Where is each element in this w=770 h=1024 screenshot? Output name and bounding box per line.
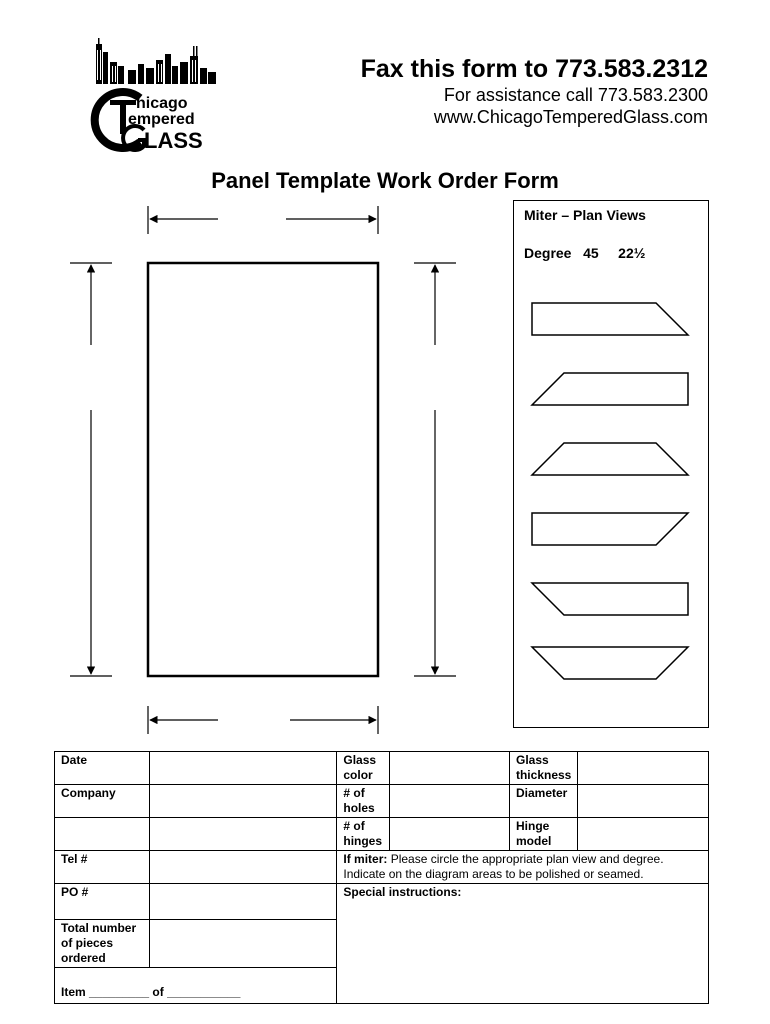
tel-field[interactable] [149,851,336,884]
panel-diagram[interactable] [60,200,480,740]
miter-shape-5 [532,583,688,615]
company-field[interactable] [149,785,336,818]
company-extra-value-field[interactable] [149,818,336,851]
hinges-label: # of hinges [337,818,390,851]
website-link[interactable]: www.ChicagoTemperedGlass.com [433,107,708,127]
company-label: Company [55,785,150,818]
special-instructions-area[interactable] [337,884,709,1004]
date-label: Date [55,752,150,785]
holes-field[interactable] [390,785,510,818]
miter-shape-4 [532,513,688,545]
logo-line3: LASS [144,128,203,153]
total-pieces-label: Total number of pieces ordered [55,920,150,968]
logo-line1: hicago [136,95,188,112]
miter-shape-3 [532,443,688,475]
chicago-skyline-logo-icon [88,36,228,154]
miter-shape-2 [532,373,688,405]
glass-color-field[interactable] [390,752,510,785]
total-pieces-field[interactable] [149,920,336,968]
fax-number: Fax this form to 773.583.2312 [360,55,708,83]
order-details-table [54,751,709,1004]
date-field[interactable] [149,752,336,785]
tel-label: Tel # [55,851,150,884]
assistance-phone: For assistance call 773.583.2300 [443,85,708,105]
if-miter-label: If miter: [343,852,388,866]
po-field[interactable] [149,884,336,920]
miter-title: Miter – Plan Views [524,207,646,223]
miter-shape-1 [532,303,688,335]
hinge-model-label: Hinge model [509,818,577,851]
if-miter-text: Please circle the appropriate plan view and degree. Indicate on the diagram areas to be polished or seamed. [343,852,664,881]
glass-color-label: Glass color [337,752,390,785]
dimension-arrows-icon [60,200,480,740]
miter-shapes[interactable] [514,281,708,701]
item-count-field[interactable]: Item _________ of ___________ [55,968,337,1004]
miter-plan-views [513,200,709,728]
if-miter-note [337,851,709,884]
hinge-model-field[interactable] [578,818,709,851]
special-instructions-label: Special instructions: [343,885,462,899]
header-contact [361,54,708,128]
hinges-field[interactable] [390,818,510,851]
diameter-field[interactable] [578,785,709,818]
miter-degree-options[interactable]: Degree 45 22½ [524,245,646,261]
holes-label: # of holes [337,785,390,818]
po-label: PO # [55,884,150,920]
glass-thickness-field[interactable] [578,752,709,785]
miter-shape-6 [532,647,688,679]
company-logo [88,36,228,154]
diameter-label: Diameter [509,785,577,818]
logo-line2: empered [128,111,195,128]
form-title: Panel Template Work Order Form [211,168,559,193]
company-extra-field[interactable] [55,818,150,851]
glass-thickness-label: Glass thickness [509,752,577,785]
